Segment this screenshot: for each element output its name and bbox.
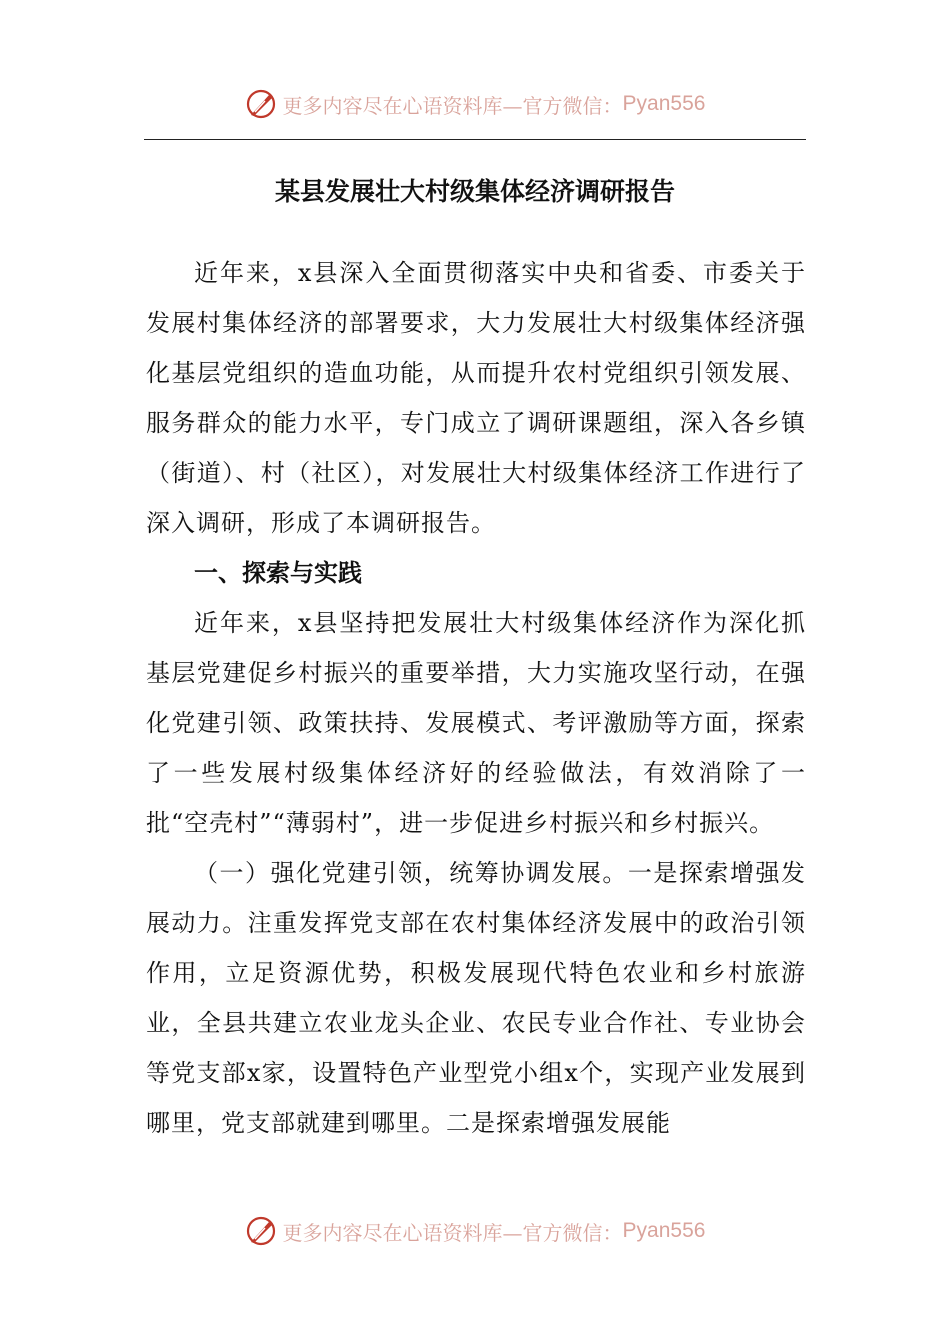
document-title: 某县发展壮大村级集体经济调研报告	[274, 177, 675, 206]
watermark-text: 更多内容尽在心语资料库—官方微信：	[282, 93, 623, 118]
section-heading: 一、探索与实践	[194, 559, 362, 587]
watermark-text: 更多内容尽在心语资料库—官方微信：	[282, 1220, 623, 1245]
watermark-banner-top	[0, 84, 950, 124]
watermark-handle: Pyan556	[622, 1219, 706, 1242]
paragraph-subsection: （一）强化党建引领，统筹协调发展。一是探索增强发展动力。注重发挥党支部在农村集体经济发展中的政治引领作用，立足资源优势，积极发展现代特色农业和乡村旅游业，全县共建立农业龙头企业、农民专业合作社、专业协会等党支部x家，设置特色产业型党小组x个，实现产业发展到哪里，党支部就建到哪里。二是探索增强发展能	[146, 859, 806, 1137]
watermark-banner-bottom	[0, 1211, 950, 1251]
watermark-handle: Pyan556	[622, 92, 706, 115]
paragraph-overview: 近年来，x县坚持把发展壮大村级集体经济作为深化抓基层党建促乡村振兴的重要举措，大力实施攻坚行动，在强化党建引领、政策扶持、发展模式、考评激励等方面，探索了一些发展村级集体经济好的经验做法，有效消除了一批“空壳村”“薄弱村”，进一步促进乡村振兴和乡村振兴。	[146, 609, 806, 837]
quill-logo-icon	[245, 88, 277, 120]
quill-logo-icon	[245, 1215, 277, 1247]
paragraph-intro: 近年来，x县深入全面贯彻落实中央和省委、市委关于发展村集体经济的部署要求，大力发展壮大村级集体经济强化基层党组织的造血功能，从而提升农村党组织引领发展、服务群众的能力水平，专门成立了调研课题组，深入各乡镇（街道）、村（社区），对发展壮大村级集体经济工作进行了深入调研，形成了本调研报告。	[146, 259, 806, 537]
document-body	[146, 248, 806, 1148]
header-rule	[144, 139, 806, 140]
